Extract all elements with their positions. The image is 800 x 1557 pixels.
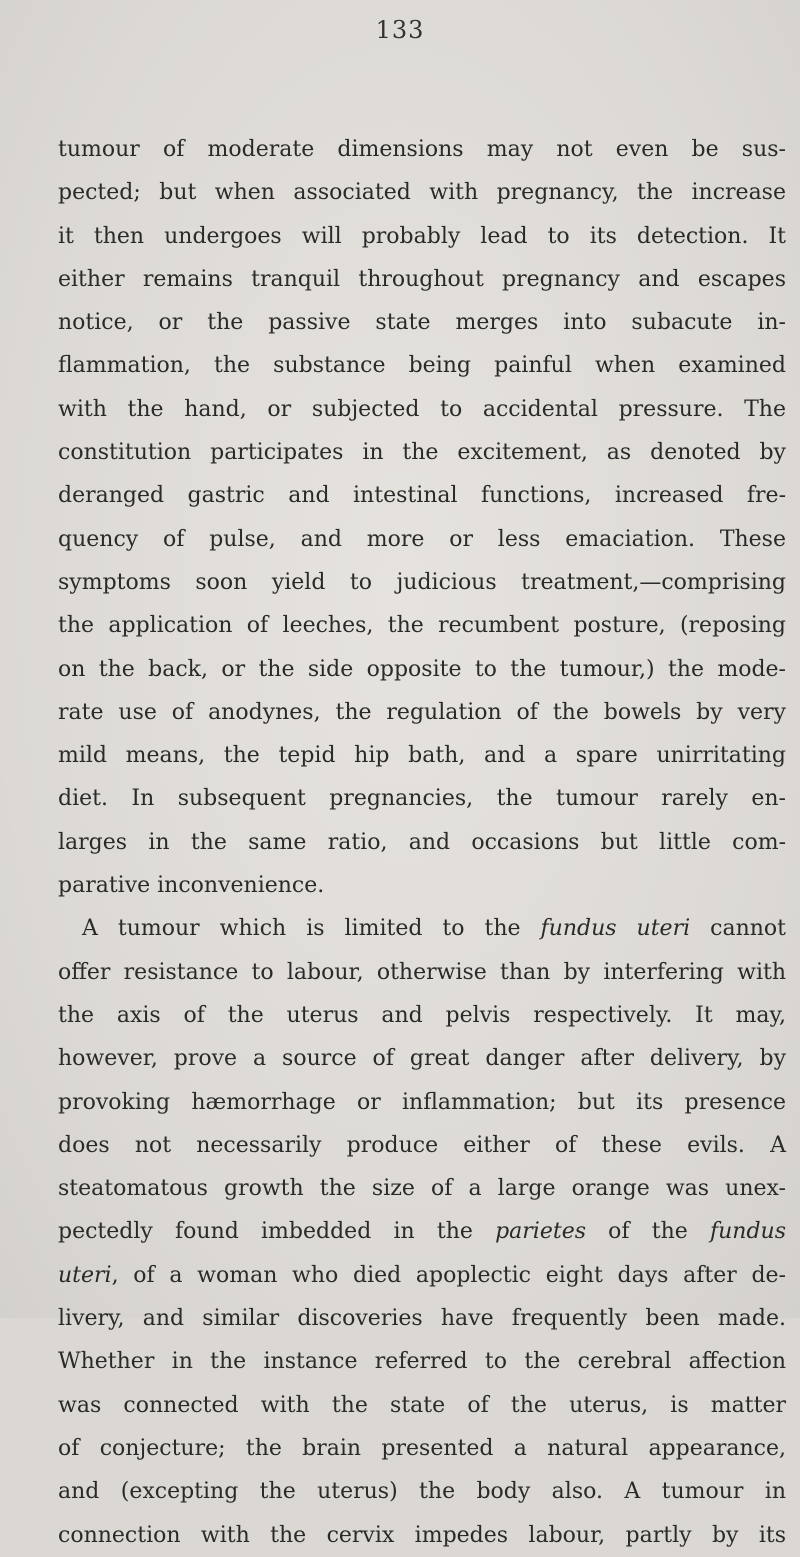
- text-span: of the: [586, 1219, 710, 1245]
- text-line: does not necessarily produce either of these evils. A: [58, 1132, 786, 1158]
- text-line: offer resistance to labour, otherwise than by interfering with: [58, 959, 786, 985]
- text-line: [58, 1210, 786, 1253]
- text-line: deranged gastric and intestinal functions, increased fre-: [58, 483, 786, 509]
- text-line: mild means, the tepid hip bath, and a spare unirritating: [58, 743, 786, 769]
- text-line: [58, 1254, 786, 1297]
- text-line: with the hand, or subjected to accidental pressure. The: [58, 396, 786, 422]
- text-line: pected; but when associated with pregnancy, the increase: [58, 180, 786, 206]
- text-line: and (excepting the uterus) the body also. A tumour in: [58, 1479, 786, 1505]
- text-span: pectedly found imbedded in the: [58, 1219, 496, 1245]
- text-line: Whether in the instance referred to the cerebral affection: [58, 1349, 786, 1375]
- text-line: notice, or the passive state merges into subacute in-: [58, 310, 786, 336]
- text-line: the axis of the uterus and pelvis respectively. It may,: [58, 1002, 786, 1028]
- body-text: [58, 128, 786, 1557]
- text-line: livery, and similar discoveries have frequently been made.: [58, 1306, 786, 1332]
- text-line: flammation, the substance being painful when examined: [58, 353, 786, 379]
- italic-term: parietes: [495, 1219, 586, 1245]
- text-line: of conjecture; the brain presented a natural appearance,: [58, 1435, 786, 1461]
- text-line: was connected with the state of the uterus, is matter: [58, 1392, 786, 1418]
- text-line: the application of leeches, the recumbent posture, (reposing: [58, 613, 786, 639]
- text-line: symptoms soon yield to judicious treatment,—comprising: [58, 569, 786, 595]
- text-line: however, prove a source of great danger after delivery, by: [58, 1046, 786, 1072]
- text-line: either remains tranquil throughout pregnancy and escapes: [58, 266, 786, 292]
- text-span: , of a woman who died apoplectic eight days after de-: [111, 1262, 786, 1288]
- italic-term: uteri: [58, 1262, 112, 1288]
- text-line: connection with the cervix impedes labour, partly by its: [58, 1522, 786, 1548]
- text-line: provoking hæmorrhage or inflammation; but its presence: [58, 1089, 786, 1115]
- text-line: tumour of moderate dimensions may not even be sus-: [58, 137, 786, 162]
- text-line: quency of pulse, and more or less emaciation. These: [58, 526, 786, 552]
- text-line: constitution participates in the excitement, as denoted by: [58, 440, 786, 466]
- text-line: parative inconvenience.: [58, 873, 325, 899]
- text-line: on the back, or the side opposite to the tumour,) the mode-: [58, 656, 786, 682]
- text-line: diet. In subsequent pregnancies, the tumour rarely en-: [58, 786, 786, 812]
- text-span: A tumour which is limited to the: [82, 916, 541, 942]
- text-line: [58, 907, 786, 950]
- italic-term: fundus uteri: [540, 916, 691, 942]
- page-number: 133: [375, 16, 425, 44]
- text-span: cannot: [690, 916, 786, 942]
- text-line: larges in the same ratio, and occasions but little com-: [58, 829, 786, 855]
- text-line: it then undergoes will probably lead to its detection. It: [58, 223, 786, 249]
- italic-term: fundus: [709, 1219, 787, 1245]
- text-line: steatomatous growth the size of a large orange was unex-: [58, 1176, 786, 1202]
- text-line: rate use of anodynes, the regulation of the bowels by very: [58, 699, 786, 725]
